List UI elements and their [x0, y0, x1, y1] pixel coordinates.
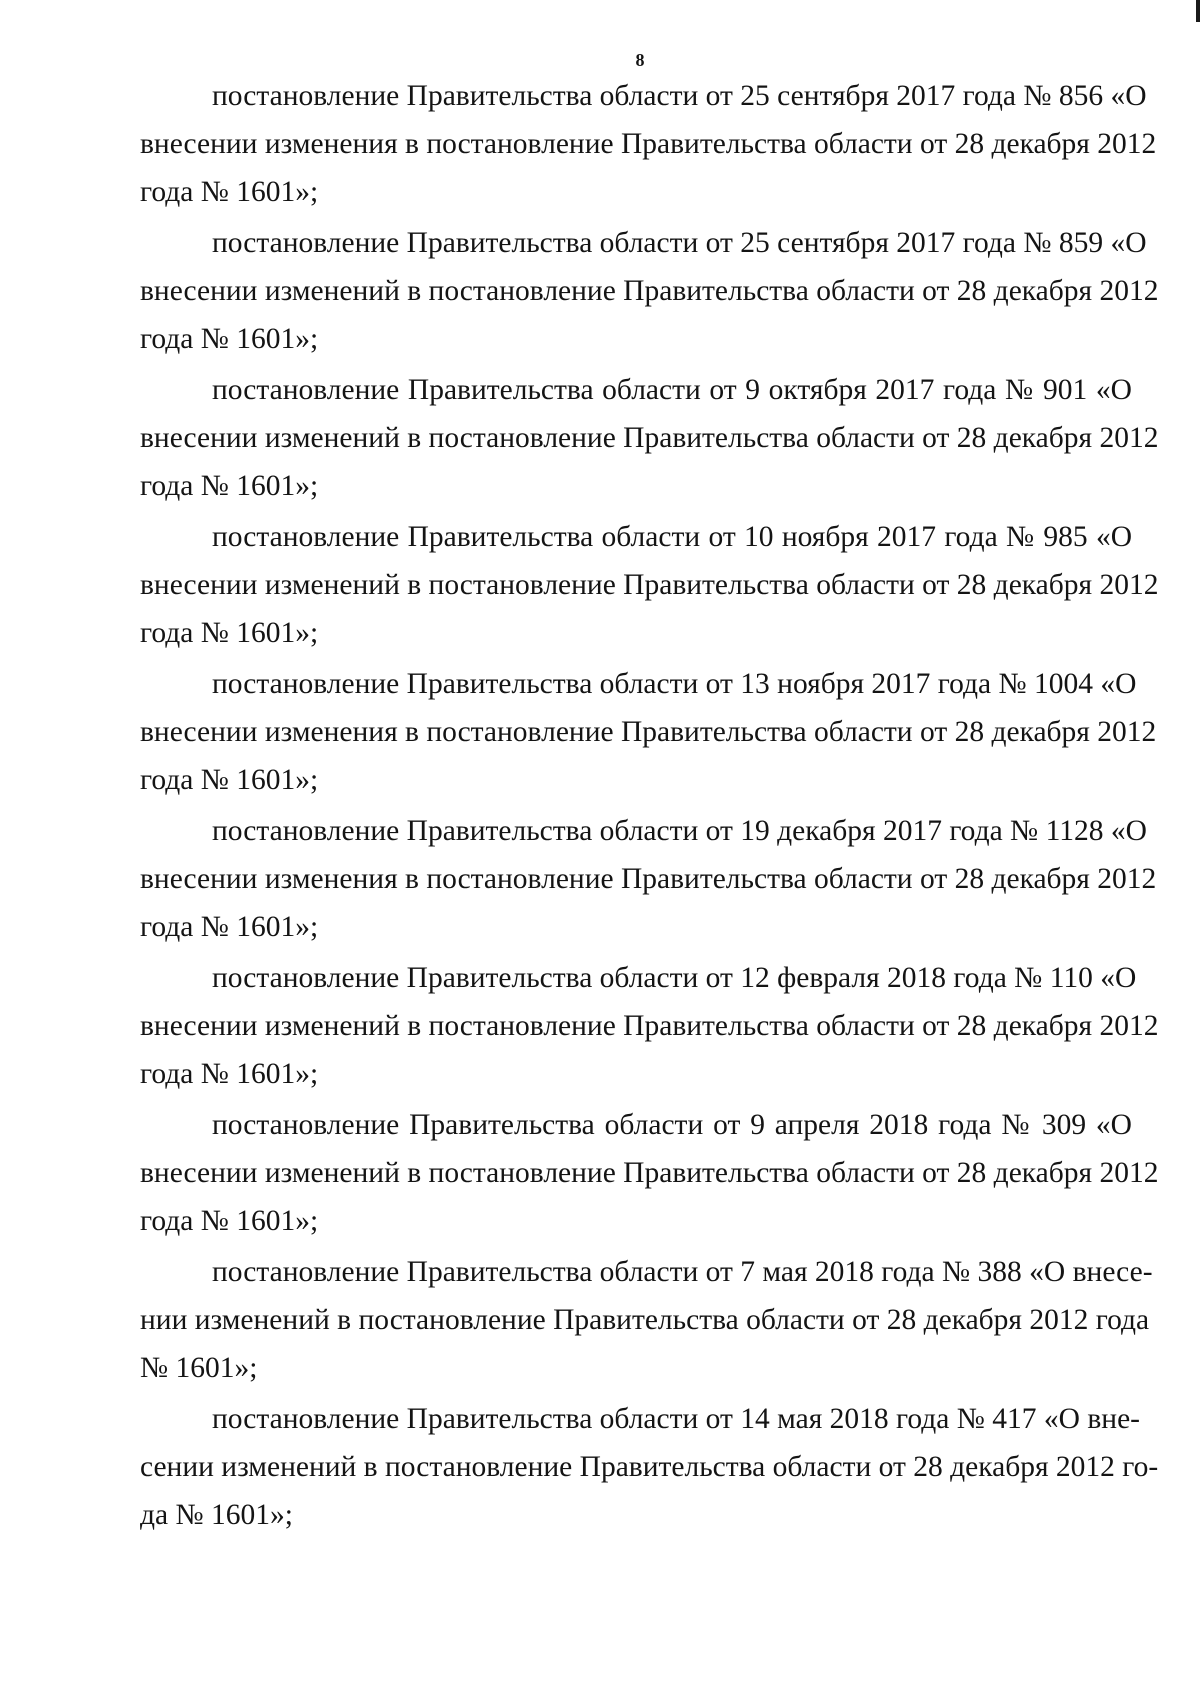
resolution-entry	[0, 219, 1200, 363]
entry-line: года № 1601»;	[140, 617, 319, 649]
entry-line: внесении изменения в постановление Правительства области от 28 декабря 2012	[140, 863, 1157, 895]
entry-line: постановление Правительства области от 25 сентября 2017 года № 856 «О	[212, 80, 1147, 112]
page-number: 8	[635, 50, 645, 70]
entry-line: постановление Правительства области от 19 декабря 2017 года № 1128 «О	[212, 815, 1147, 847]
entry-line: внесении изменения в постановление Правительства области от 28 декабря 2012	[140, 716, 1157, 748]
entry-line: внесении изменений в постановление Правительства области от 28 декабря 2012	[140, 1010, 1159, 1042]
resolution-list	[0, 72, 1200, 1542]
entry-line: года № 1601»;	[140, 911, 319, 943]
entry-line: внесении изменения в постановление Правительства области от 28 декабря 2012	[140, 128, 1157, 160]
entry-line: года № 1601»;	[140, 176, 319, 208]
entry-line: внесении изменений в постановление Правительства области от 28 декабря 2012	[140, 422, 1159, 454]
resolution-entry	[0, 1395, 1200, 1539]
entry-line: да № 1601»;	[140, 1499, 293, 1531]
entry-line: постановление Правительства области от 13 ноября 2017 года № 1004 «О	[212, 668, 1137, 700]
entry-line: года № 1601»;	[140, 470, 319, 502]
resolution-entry	[0, 513, 1200, 657]
entry-line: постановление Правительства области от 7 мая 2018 года № 388 «О внесе-	[212, 1256, 1153, 1288]
entry-line: года № 1601»;	[140, 1205, 319, 1237]
scan-edge-mark	[1196, 0, 1200, 22]
resolution-entry	[0, 1101, 1200, 1245]
entry-line: года № 1601»;	[140, 764, 319, 796]
entry-line: постановление Правительства области от 9 октября 2017 года № 901 «О	[212, 374, 1132, 406]
resolution-entry	[0, 954, 1200, 1098]
entry-line: постановление Правительства области от 9 апреля 2018 года № 309 «О	[212, 1109, 1132, 1141]
resolution-entry	[0, 1248, 1200, 1392]
entry-line: внесении изменений в постановление Правительства области от 28 декабря 2012	[140, 1157, 1159, 1189]
resolution-entry	[0, 807, 1200, 951]
entry-line: постановление Правительства области от 25 сентября 2017 года № 859 «О	[212, 227, 1147, 259]
entry-line: постановление Правительства области от 12 февраля 2018 года № 110 «О	[212, 962, 1137, 994]
resolution-entry	[0, 72, 1200, 216]
entry-line: года № 1601»;	[140, 1058, 319, 1090]
entry-line: сении изменений в постановление Правительства области от 28 декабря 2012 го-	[140, 1451, 1159, 1483]
entry-line: № 1601»;	[140, 1352, 258, 1384]
entry-line: постановление Правительства области от 14 мая 2018 года № 417 «О вне-	[212, 1403, 1140, 1435]
entry-line: внесении изменений в постановление Правительства области от 28 декабря 2012	[140, 569, 1159, 601]
entry-line: постановление Правительства области от 10 ноября 2017 года № 985 «О	[212, 521, 1132, 553]
entry-line: нии изменений в постановление Правительства области от 28 декабря 2012 года	[140, 1304, 1150, 1336]
resolution-entry	[0, 660, 1200, 804]
resolution-entry	[0, 366, 1200, 510]
entry-line: года № 1601»;	[140, 323, 319, 355]
entry-line: внесении изменений в постановление Правительства области от 28 декабря 2012	[140, 275, 1159, 307]
